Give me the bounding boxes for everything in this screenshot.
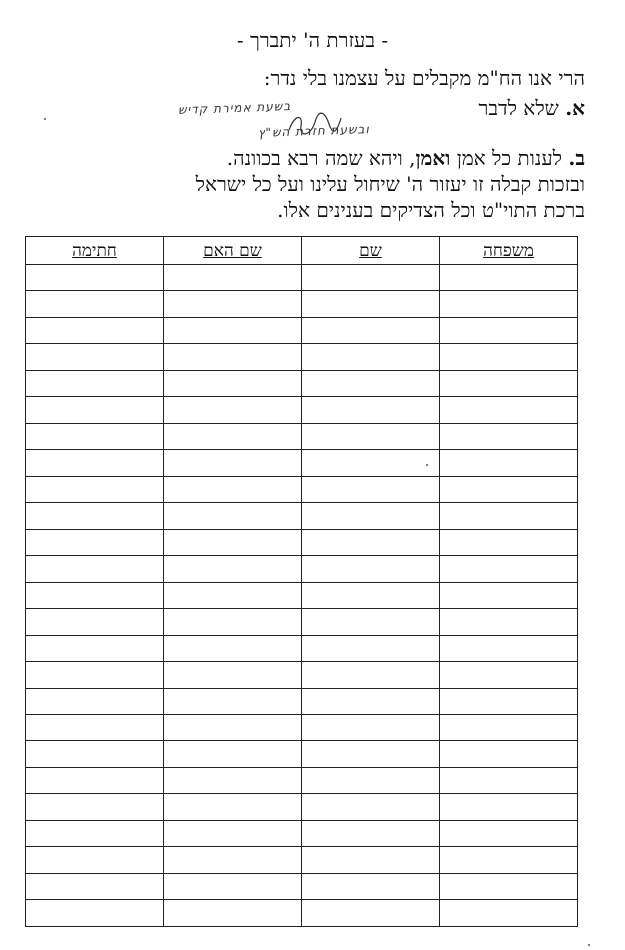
table-cell[interactable]: [26, 794, 164, 820]
form-header: - בעזרת ה' יתברך -: [236, 28, 389, 52]
table-cell[interactable]: [164, 529, 302, 555]
column-header-signature: חתימה: [26, 237, 164, 265]
table-row: [26, 450, 578, 476]
table-cell[interactable]: [440, 609, 578, 635]
table-row: [26, 794, 578, 820]
table-row: [26, 582, 578, 608]
table-cell[interactable]: [440, 450, 578, 476]
table-cell[interactable]: [440, 767, 578, 793]
table-cell[interactable]: [26, 370, 164, 396]
table-cell[interactable]: [164, 688, 302, 714]
table-cell[interactable]: [302, 529, 440, 555]
table-cell[interactable]: [164, 767, 302, 793]
signature-table: [25, 236, 578, 927]
table-cell[interactable]: [164, 397, 302, 423]
table-row: [26, 317, 578, 343]
table-cell[interactable]: [164, 317, 302, 343]
table-cell[interactable]: [302, 503, 440, 529]
table-cell[interactable]: [26, 317, 164, 343]
table-cell[interactable]: [164, 265, 302, 291]
table-cell[interactable]: [302, 794, 440, 820]
table-row: [26, 503, 578, 529]
table-cell[interactable]: [26, 662, 164, 688]
table-cell[interactable]: [26, 767, 164, 793]
table-cell[interactable]: [440, 900, 578, 926]
handwritten-scribble: [285, 110, 345, 138]
table-cell[interactable]: [26, 423, 164, 449]
table-cell[interactable]: [26, 344, 164, 370]
table-cell[interactable]: [440, 688, 578, 714]
table-cell[interactable]: [440, 423, 578, 449]
table-cell[interactable]: [440, 529, 578, 555]
item-b-marker: ב.: [568, 146, 585, 170]
table-cell[interactable]: [302, 291, 440, 317]
table-cell[interactable]: [302, 714, 440, 740]
table-cell[interactable]: [164, 794, 302, 820]
table-row: [26, 556, 578, 582]
table-cell[interactable]: [164, 344, 302, 370]
table-cell[interactable]: [302, 265, 440, 291]
table-cell[interactable]: [164, 370, 302, 396]
table-cell[interactable]: [302, 397, 440, 423]
table-cell[interactable]: [164, 609, 302, 635]
table-cell[interactable]: [164, 714, 302, 740]
table-cell[interactable]: [164, 556, 302, 582]
table-cell[interactable]: [164, 847, 302, 873]
table-row: [26, 662, 578, 688]
table-cell[interactable]: [164, 582, 302, 608]
table-cell[interactable]: [26, 265, 164, 291]
table-cell[interactable]: [164, 291, 302, 317]
table-row: [26, 265, 578, 291]
closing-line-2: ברכת התוי"ט וכל הצדיקים בענינים אלו.: [277, 198, 585, 222]
item-a-marker: א.: [565, 96, 585, 120]
table-cell[interactable]: [302, 582, 440, 608]
table-cell[interactable]: [26, 847, 164, 873]
table-cell[interactable]: [302, 662, 440, 688]
table-cell[interactable]: [164, 741, 302, 767]
table-cell[interactable]: [302, 767, 440, 793]
column-header-name: שם: [302, 237, 440, 265]
stray-mark: [588, 944, 590, 946]
table-row: [26, 741, 578, 767]
table-cell[interactable]: [440, 503, 578, 529]
table-cell[interactable]: [440, 291, 578, 317]
table-cell[interactable]: [440, 476, 578, 502]
table-cell[interactable]: [302, 450, 440, 476]
table-header-row: [26, 237, 578, 265]
table-cell[interactable]: [26, 503, 164, 529]
table-cell[interactable]: [440, 556, 578, 582]
table-cell[interactable]: [440, 714, 578, 740]
table-cell[interactable]: [302, 556, 440, 582]
table-row: [26, 847, 578, 873]
table-cell[interactable]: [164, 635, 302, 661]
table-cell[interactable]: [164, 503, 302, 529]
table-row: [26, 370, 578, 396]
table-cell[interactable]: [302, 688, 440, 714]
table-cell[interactable]: [302, 476, 440, 502]
table-cell[interactable]: [164, 873, 302, 899]
table-row: [26, 873, 578, 899]
table-cell[interactable]: [164, 476, 302, 502]
table-row: [26, 820, 578, 846]
table-cell[interactable]: [440, 794, 578, 820]
closing-line-1: ובזכות קבלה זו יעזור ה' שיחול עלינו ועל כל ישראל: [195, 172, 585, 196]
table-cell[interactable]: [302, 370, 440, 396]
table-cell[interactable]: [26, 688, 164, 714]
table-row: [26, 714, 578, 740]
table-row: [26, 344, 578, 370]
stray-mark: [426, 464, 428, 466]
table-cell[interactable]: [302, 847, 440, 873]
table-body: [26, 265, 578, 927]
table-cell[interactable]: [26, 397, 164, 423]
table-cell[interactable]: [302, 820, 440, 846]
table-row: [26, 635, 578, 661]
table-cell[interactable]: [440, 370, 578, 396]
table-cell[interactable]: [440, 635, 578, 661]
item-b-line: [30, 146, 585, 171]
table-cell[interactable]: [440, 820, 578, 846]
table-cell[interactable]: [440, 265, 578, 291]
table-cell[interactable]: [164, 423, 302, 449]
table-cell[interactable]: [440, 662, 578, 688]
table-cell[interactable]: [302, 900, 440, 926]
table-row: [26, 688, 578, 714]
table-cell[interactable]: [26, 291, 164, 317]
table-row: [26, 609, 578, 635]
table-cell[interactable]: [164, 450, 302, 476]
table-cell[interactable]: [302, 873, 440, 899]
item-b-text-bold: ואמן: [415, 146, 451, 170]
table-cell[interactable]: [26, 609, 164, 635]
table-cell[interactable]: [440, 344, 578, 370]
table-row: [26, 767, 578, 793]
table-cell[interactable]: [26, 582, 164, 608]
table-cell[interactable]: [26, 873, 164, 899]
intro-line: הרי אנו הח"מ מקבלים על עצמנו בלי נדר:: [263, 66, 585, 90]
table-row: [26, 900, 578, 926]
table-cell[interactable]: [302, 609, 440, 635]
table-cell[interactable]: [440, 741, 578, 767]
table-cell[interactable]: [26, 635, 164, 661]
item-b-text-before: לענות כל אמן: [450, 146, 563, 170]
table-cell[interactable]: [440, 582, 578, 608]
table-row: [26, 476, 578, 502]
table-cell[interactable]: [164, 662, 302, 688]
table-cell[interactable]: [440, 317, 578, 343]
table-cell[interactable]: [302, 317, 440, 343]
table-cell[interactable]: [302, 635, 440, 661]
handwritten-note-1: בשעת אמירת קדיש: [177, 99, 292, 117]
table-cell[interactable]: [26, 450, 164, 476]
item-b-text-after: , ויהא שמה רבא בכוונה.: [226, 146, 416, 170]
table-cell[interactable]: [26, 741, 164, 767]
table-cell[interactable]: [302, 741, 440, 767]
table-row: [26, 529, 578, 555]
table-row: [26, 397, 578, 423]
table-cell[interactable]: [26, 529, 164, 555]
table-cell[interactable]: [26, 820, 164, 846]
table-cell[interactable]: [26, 900, 164, 926]
table-cell[interactable]: [440, 847, 578, 873]
table-cell[interactable]: [440, 873, 578, 899]
table-cell[interactable]: [164, 900, 302, 926]
table-cell[interactable]: [26, 556, 164, 582]
column-header-family: משפחה: [440, 237, 578, 265]
handwritten-note-2: ובשעת חזרת הש"ץ: [257, 122, 370, 140]
stray-mark: [44, 118, 46, 120]
column-header-mother-name: שם האם: [164, 237, 302, 265]
table-row: [26, 423, 578, 449]
item-a-text: שלא לדבר: [478, 96, 559, 120]
table-cell[interactable]: [302, 344, 440, 370]
table-cell[interactable]: [164, 820, 302, 846]
table-cell[interactable]: [26, 714, 164, 740]
table-cell[interactable]: [302, 423, 440, 449]
table-cell[interactable]: [440, 397, 578, 423]
table-cell[interactable]: [26, 476, 164, 502]
table-row: [26, 291, 578, 317]
